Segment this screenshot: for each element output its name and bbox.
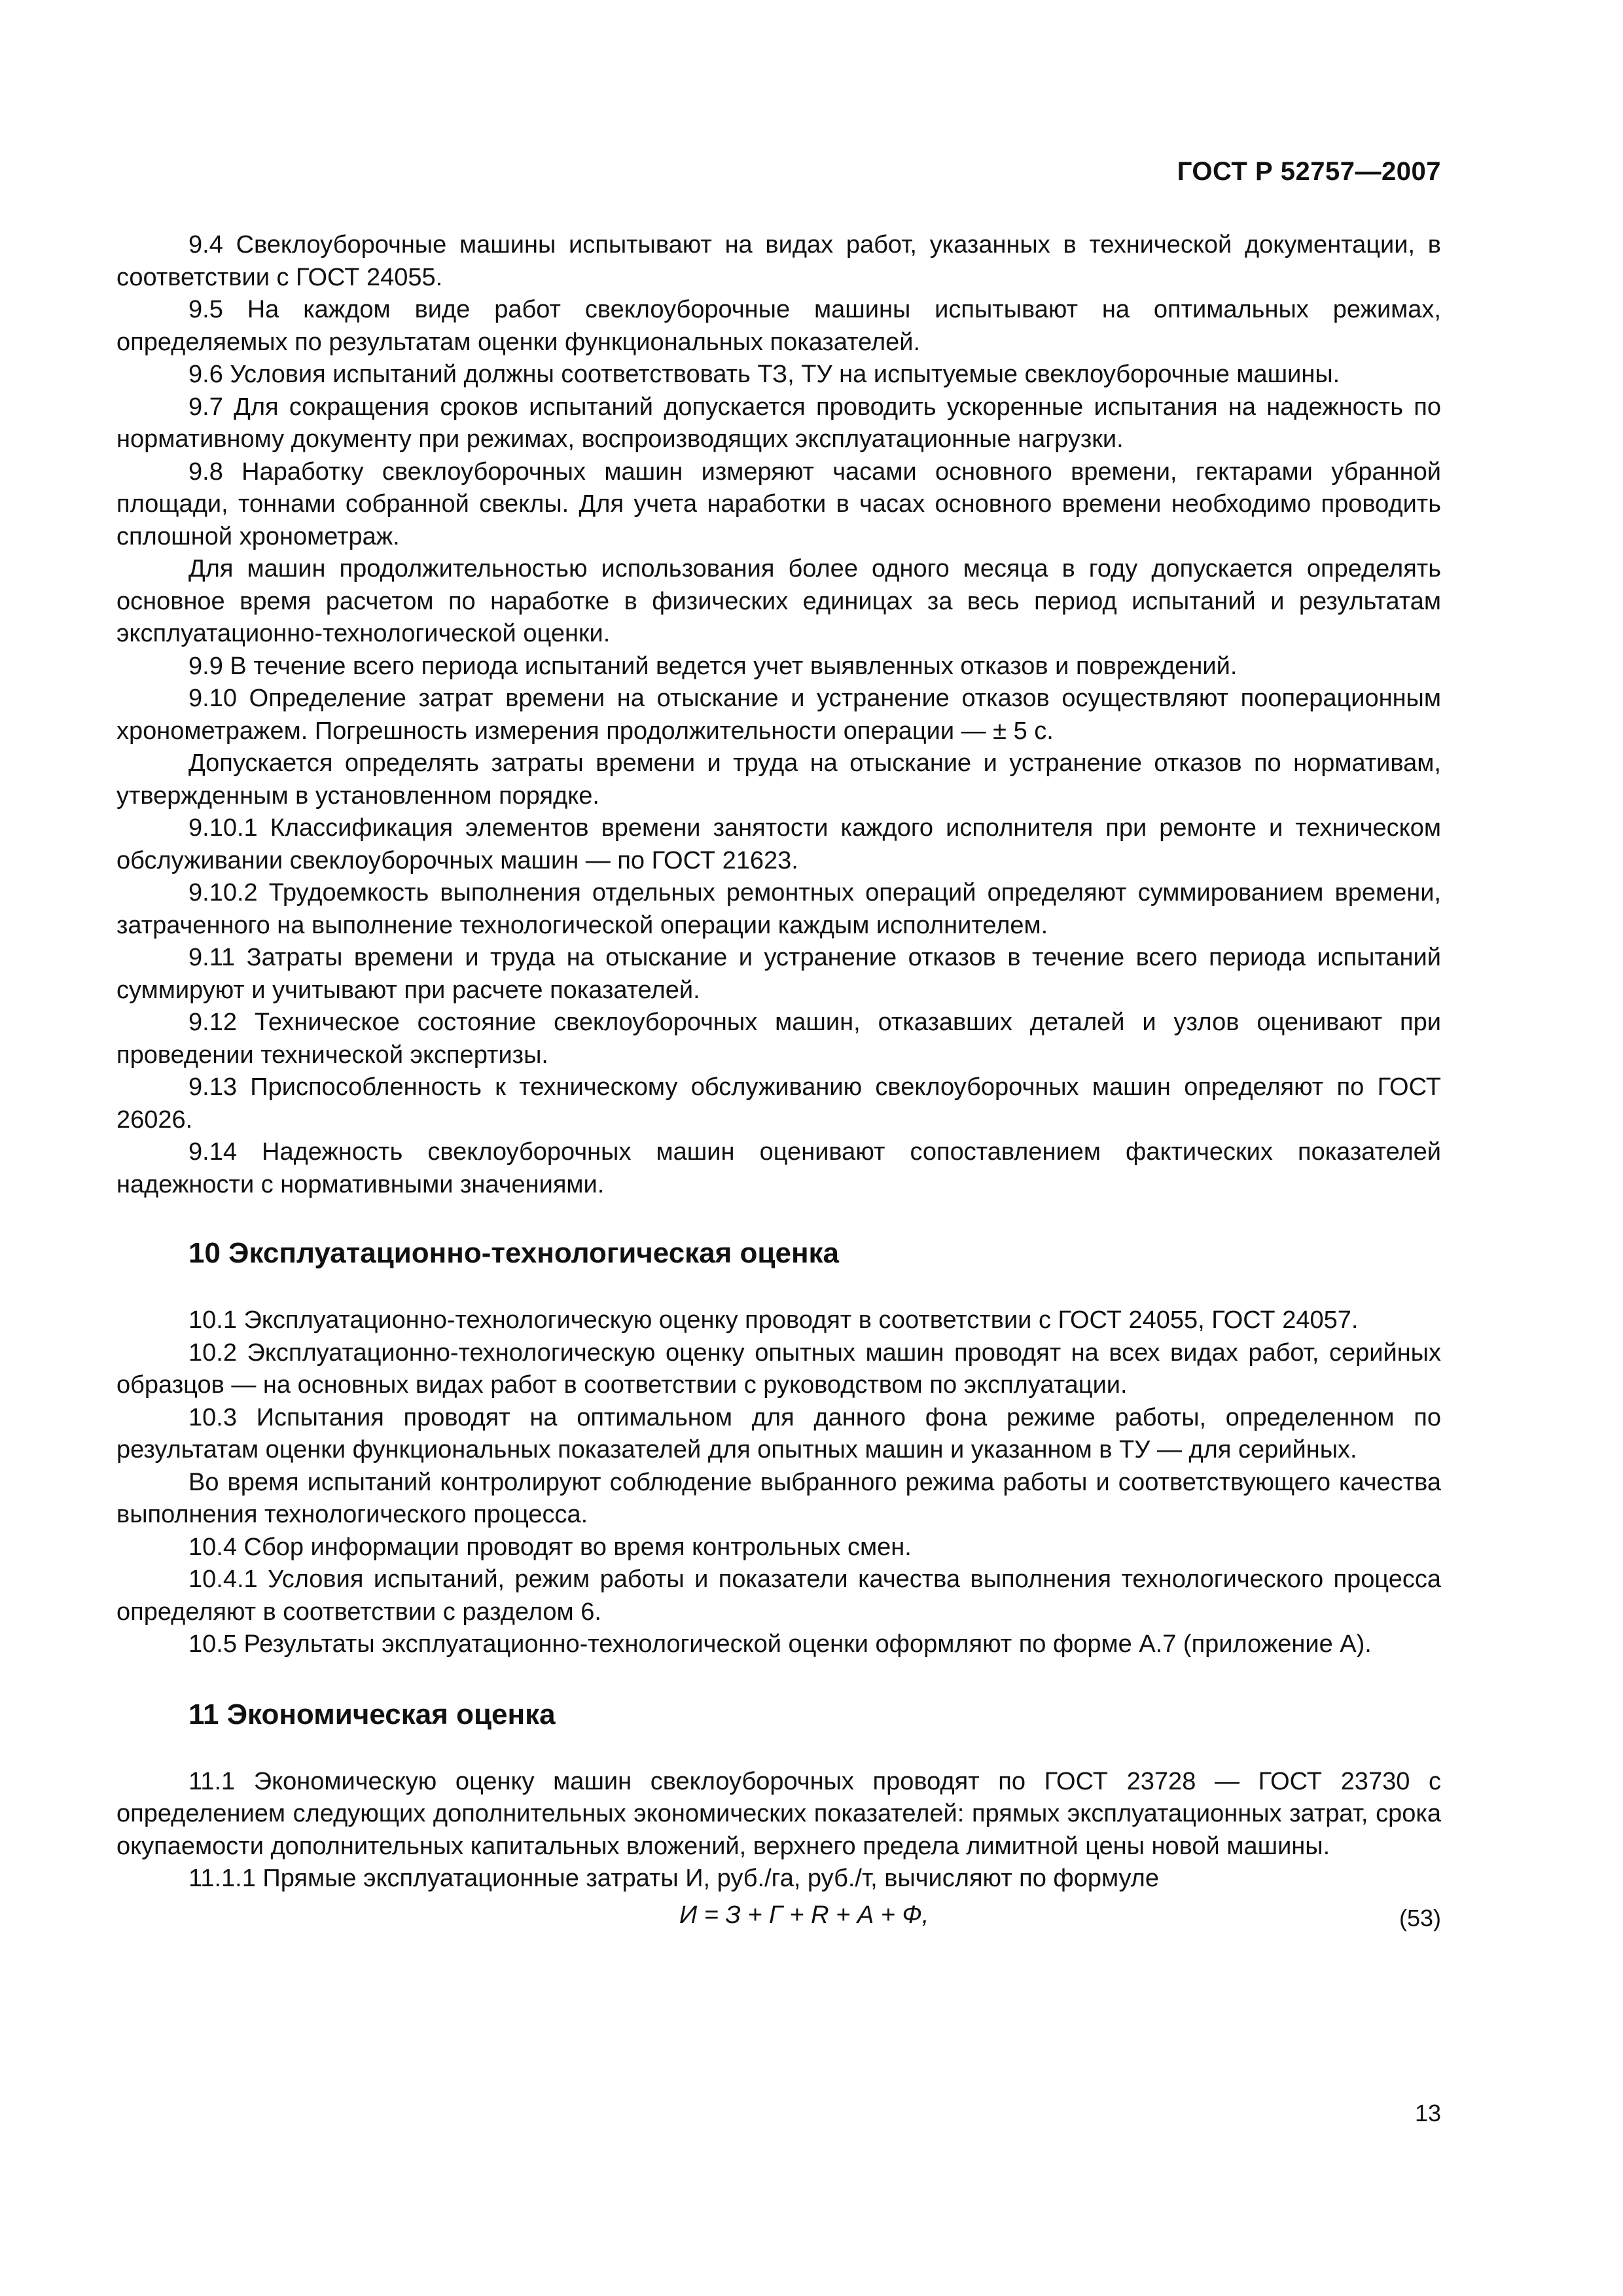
paragraph-9-4: 9.4 Свеклоуборочные машины испытывают на видах работ, указанных в технической документации, в соответствии с ГОСТ 24055. — [116, 231, 1441, 291]
paragraph-10-3: 10.3 Испытания проводят на оптимальном для данного фона режиме работы, определенном по результатам оценки функциональных показателей для опытных машин и указанном в ТУ — для серийных. — [116, 1403, 1441, 1463]
section-11-heading: 11 Экономическая оценка — [188, 1698, 556, 1731]
page-body — [116, 229, 1441, 1932]
formula-row — [116, 1899, 1441, 1932]
paragraph-9-10-continuation: Допускается определять затраты времени и труда на отыскание и устранение отказов по нормативам, утвержденным в установленном порядке. — [116, 749, 1441, 810]
paragraph-9-10: 9.10 Определение затрат времени на отыскание и устранение отказов осуществляют пооперационным хронометражем. Погрешность измерения продолжительности операции — ± 5 с. — [116, 685, 1441, 745]
paragraph-11-1: 11.1 Экономическую оценку машин свеклоуборочных проводят по ГОСТ 23728 — ГОСТ 23730 с определением следующих дополнительных экономических показателей: прямых эксплуатационных затрат, срока окупаемости дополнительных капитальных вложений, верхнего предела лимитной цены новой машины. — [116, 1767, 1441, 1860]
paragraph-9-8: 9.8 Наработку свеклоуборочных машин измеряют часами основного времени, гектарами убранной площади, тоннами собранной свеклы. Для учета наработки в часах основного времени необходимо проводить сплошной хронометраж. — [116, 457, 1441, 550]
paragraph-10-4-1: 10.4.1 Условия испытаний, режим работы и показатели качества выполнения технологического процесса определяют в соответствии с разделом 6. — [116, 1566, 1441, 1626]
document-designation: ГОСТ Р 52757—2007 — [1177, 157, 1441, 186]
paragraph-11-1-1: 11.1.1 Прямые эксплуатационные затраты И, руб./га, руб./т, вычисляют по формуле — [188, 1865, 1159, 1892]
paragraph-9-10-2: 9.10.2 Трудоемкость выполнения отдельных ремонтных операций определяют суммированием времени, затраченного на выполнение технологической операции каждым исполнителем. — [116, 879, 1441, 939]
paragraph-10-5: 10.5 Результаты эксплуатационно-технологической оценки оформляют по форме А.7 (приложение А). — [188, 1630, 1372, 1658]
paragraph-9-14: 9.14 Надежность свеклоуборочных машин оценивают сопоставлением фактических показателей надежности с нормативными значениями. — [116, 1138, 1441, 1198]
paragraph-9-6: 9.6 Условия испытаний должны соответствовать ТЗ, ТУ на испытуемые свеклоуборочные машины. — [188, 361, 1340, 388]
paragraph-9-13: 9.13 Приспособленность к техническому обслуживанию свеклоуборочных машин определяют по ГОСТ 26026. — [116, 1073, 1441, 1134]
paragraph-9-5: 9.5 На каждом виде работ свеклоуборочные машины испытывают на оптимальных режимах, определяемых по результатам оценки функциональных показателей. — [116, 296, 1441, 356]
paragraph-9-12: 9.12 Техническое состояние свеклоуборочных машин, отказавших деталей и узлов оценивают при проведении технической экспертизы. — [116, 1009, 1441, 1069]
page-number: 13 — [1414, 2100, 1441, 2126]
paragraph-9-7: 9.7 Для сокращения сроков испытаний допускается проводить ускоренные испытания на надежность по нормативному документу при режимах, воспроизводящих эксплуатационные нагрузки. — [116, 393, 1441, 453]
formula: И = З + Г + R + А + Ф, — [679, 1901, 929, 1929]
paragraph-10-1: 10.1 Эксплуатационно-технологическую оценку проводят в соответствии с ГОСТ 24055, ГОСТ 24057. — [188, 1306, 1359, 1334]
paragraph-9-10-1: 9.10.1 Классификация элементов времени занятости каждого исполнителя при ремонте и техническом обслуживании свеклоуборочных машин — по ГОСТ 21623. — [116, 814, 1441, 874]
paragraph-9-8-continuation: Для машин продолжительностью использования более одного месяца в году допускается определять основное время расчетом по наработке в физических единицах за весь период испытаний и результатам эксплуатационно-технологической оценки. — [116, 555, 1441, 647]
paragraph-9-9: 9.9 В течение всего периода испытаний ведется учет выявленных отказов и повреждений. — [188, 652, 1238, 680]
paragraph-10-2: 10.2 Эксплуатационно-технологическую оценку опытных машин проводят на всех видах работ, серийных образцов — на основных видах работ в соответствии с руководством по эксплуатации. — [116, 1338, 1441, 1399]
paragraph-9-11: 9.11 Затраты времени и труда на отыскание и устранение отказов в течение всего периода испытаний суммируют и учитывают при расчете показателей. — [116, 944, 1441, 1004]
section-10-heading: 10 Эксплуатационно-технологическая оценка — [188, 1237, 840, 1269]
paragraph-10-4: 10.4 Сбор информации проводят во время контрольных смен. — [188, 1533, 912, 1561]
paragraph-10-3-continuation: Во время испытаний контролируют соблюдение выбранного режима работы и соответствующего качества выполнения технологического процесса. — [116, 1468, 1441, 1528]
formula-number: (53) — [1399, 1904, 1441, 1931]
